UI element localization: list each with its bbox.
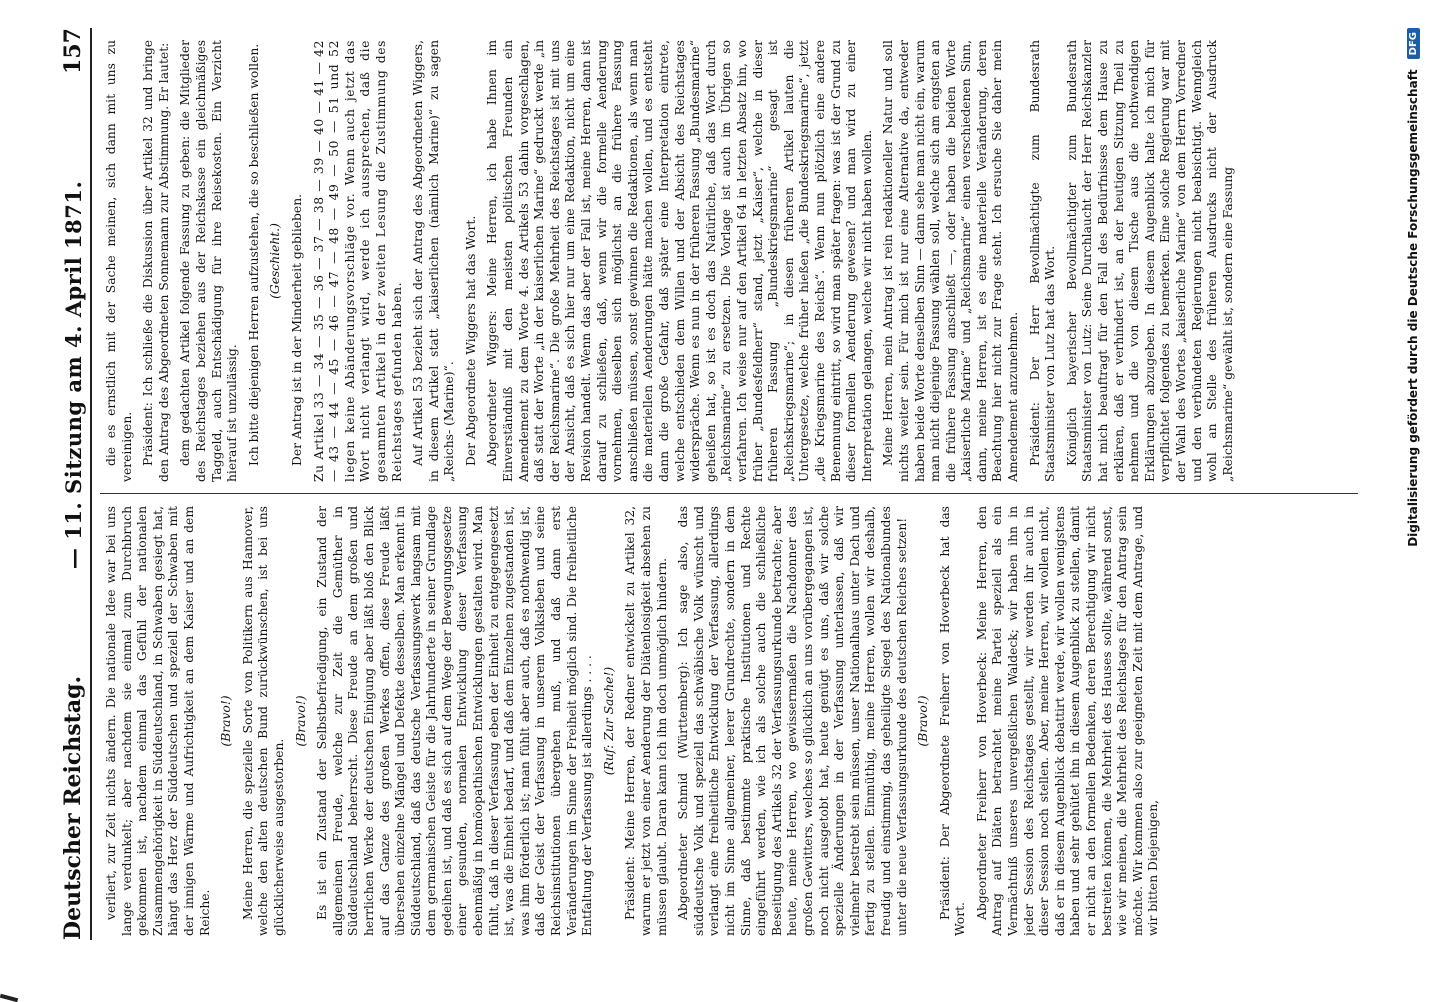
- paragraph: Auf Artikel 53 bezieht sich der Antrag des Abgeordneten Wiggers, in diesem Artikel statt „kaiserlichen (nämlich Marine)“ zu sagen „Reichs- (Marine)“.: [411, 40, 457, 482]
- paragraph: Zu Artikel 33 — 34 — 35 — 36 — 37 — 38 — 39 — 40 — 41 — 42 — 43 — 44 — 45 — 46 — 47 — 48 — 49 — 50 — 51 und 52 liegen keine Abänderungsvorschläge vor. Wenn auch jetzt das Wort nicht verlangt wird, werde ich aussprechen, daß die gesammten Artikel in der zweiten Lesung die Zustimmung des Reichstages gefunden haben.: [311, 40, 404, 482]
- paragraph: Ich bitte diejenigen Herren aufzustehen, die so beschließen wollen.: [246, 43, 261, 466]
- page-number: 157: [60, 28, 86, 74]
- paragraph: Abgeordneter Freiherr von Hoverbeck: Meine Herren, den Antrag auf Diäten betrachtet meine Partei speziell als ein Vermächtniß unseres unvergeßlichen Waldeck; wir haben ihn in jeder Session des Reichstages gestellt, wir werden ihr auch in dieser Session noch stellen. Aber, meine Herren, wir wollen nicht, daß er in diesem Augenblick debattirt werde, wir wollen wenigstens haben und sehr gehütet ihn in diesem Augenblick zu stellen, damit er nicht an den formellen Bedenken, deren Berechtigung wir nicht bestreiten können, die Mehrheit des Hauses sollte, während sonst, wie wir meinen, die Mehrheit des Reichstages für den Antrag sein möchte. Wir kommen also zur geeigneten Zeit mit dem Antrage, und wir bitten Diejenigen,: [974, 506, 1161, 936]
- paragraph: dem gedachten Artikel folgende Fassung zu geben: die Mitglieder des Reichstages beziehen aus der Reichskasse ein gleichmäßiges Taggeld, auch Entschädigung für ihre Reisekosten. Ein Verzicht hierauf ist unzulässig.: [178, 40, 240, 482]
- paragraph: Der Antrag ist in der Minderheit geblieben.: [289, 193, 304, 466]
- left-column: [98, 506, 1362, 936]
- paragraph: Präsident: Ich schließe die Diskussion über Artikel 32 und bringe den Antrag des Abgeordneten Sonnemann zur Abstimmung. Er lautet:: [141, 40, 171, 482]
- session-title: — 11. Sitzung am 4. April 1871.: [61, 180, 86, 570]
- credit-text: Digitalisierung gefördert durch die Deutsche Forschungsgemeinschaft: [1406, 69, 1420, 547]
- paragraph: Präsident: Meine Herren, der Redner entwickelt zu Artikel 32, warum er jetzt von einer Aenderung der Diätenlosigkeit absehen zu müssen glaubt. Daran kann ich ihn doch unmöglich hindern.: [623, 506, 669, 936]
- paragraph: Meine Herren, mein Antrag ist rein redaktioneller Natur und soll nichts weiter sein. Für mich ist nur eine Alternative da, entweder haben beide Worte denselben Sinn — dann sehe man nicht ein, warum man nicht diejenige Fassung wählen soll, welche sich am engsten an die frühere Fassung anschließt —, oder haben die beiden Worte „kaiserliche Marine“ und „Reichsmarine“ einen verschiedenen Sinn, dann, meine Herren, ist es eine materielle Veränderung, deren Beachtung hier nicht zur Frage steht. Ich ersuche Sie daher mein Amendement anzunehmen.: [881, 40, 1021, 482]
- header-rule: [90, 28, 92, 940]
- running-title: Deutscher Reichstag.: [60, 675, 86, 940]
- stage-direction: (Geschieht.): [268, 223, 283, 299]
- paragraph: Es ist ein Zustand der Selbstbefriedigung, ein Zustand der allgemeinen Freude, welche zur Zeit die Gemüther in Süddeutschland beherrscht. Diese Freude an dem großen und herrlichen Werke der deutschen Einigung aber läßt bloß den Blick auf das Ganze des großen Werkes offen, diese Freude läßt übersehen einzelne Mängel und Defekte desselben. Man erkennt in Süddeutschland, daß das deutsche Verfassungswerk langsam mit dem germanischen Geiste für die Jahrhunderte in seiner Grundlage gedeihen ist, und daß es sich auf dem Wege der Bewegungsgesetze einer gesunden, normalen Entwicklung dieser Verfassung ebenmäßig in homöopathischen Entwicklungen gestalten wird. Man fühlt, daß in dieser Verfassung eben der Einheit zu entgegengesetzt ist, was die Einheit bedarf, und daß dem Einzelnen zugestanden ist, was ihm förderlich ist; man fühlt aber auch, daß es nothwendig ist, daß der Geist der Verfassung in unserem Volksleben und seine Reichsinstitutionen übergehen muß, und daß dann erst Veränderungen im Sinne der Freiheit möglich sind. Die freiheitliche Entfaltung der Verfassung ist allerdings . . . .: [315, 506, 595, 936]
- paragraph: Präsident: Der Herr Bevollmächtigte zum Bundesrath Staatsminister von Lutz hat das Wort.: [1027, 40, 1058, 482]
- column-divider: [100, 493, 1358, 494]
- paragraph: Präsident: Der Abgeordnete Freiherr von Hoverbeck hat das Wort.: [937, 506, 968, 936]
- stage-direction: (Bravo!): [916, 695, 931, 747]
- right-column: [98, 40, 1362, 482]
- paragraph: Abgeordneter Schmid (Württemberg): Ich sage also, das süddeutsche Volk und speziell das schwäbische Volk wünscht und verlangt eine freiheitliche Entwicklung der Verfassung, allerdings nicht im Sinne allgemeiner, leerer Grundrechte, sondern in dem Sinne, daß bestimmte praktische Institutionen und Rechte eingeführt werden, wie ich als solche auch die schließliche Beseitigung des Artikels 32 der Verfassungsurkunde betrachte; aber heute, meine Herren, wo gewissermaßen die Nachdonner des großen Gewitters, welches so glücklich an uns vorübergegangen ist, noch nicht ausgetobt hat, heute genügt es uns, daß wir solche spezielle Änderungen in der Verfassung unterlassen, daß wir vielmehr bestrebt sein müssen, unser Nationalhaus unter Dach und fertig zu stellen. Einmüthig, meine Herren, wollen wir deshalb, freudig und einstimmig, das geheiligte Siegel des Nationalbundes unter die neue Verfassungsurkunde des deutschen Reiches setzen!: [676, 506, 909, 936]
- stage-direction: (Bravo!): [293, 695, 308, 747]
- stage-direction: (Bravo!): [219, 695, 234, 747]
- paragraph: verliert, zur Zeit nichts ändern. Die nationale Idee war bei uns lange verdunkelt; aber nachdem sie einmal zum Durchbruch gekommen ist, nachdem einmal das Gefühl der nationalen Zusammengehörigkeit in Süddeutschland, in Schwaben gesiegt hat, hängt das Herz der Süddeutschen und speziell der Schwaben mit der innigen Wärme und Aufrichtigkeit an dem Kaiser und an dem Reiche.: [104, 506, 212, 936]
- paragraph: Abgeordneter Wiggers: Meine Herren, ich habe Ihnen im Einverständniß mit den meisten politischen Freunden ein Amendement zu dem Worte 4. des Artikels 53 dahin vorgeschlagen, daß statt der Worte „in der kaiserlichen Marine“ gedruckt werde „in der Reichsmarine“. Die große Mehrheit des Reichstages ist mit uns der Ansicht, daß es sich hier nur um eine Redaktion, nicht um eine Revision handelt. Wenn das aber der Fall ist, meine Herren, dann ist darauf zu schließen, daß, wenn wir die formelle Aenderung vornehmen, dieselben sich möglichst an die frühere Fassung anschließen müssen, sonst gewinnen die Redaktionen, als wenn man die materiellen Aenderungen hätte machen wollen, und es entsteht dann die große Gefahr, daß später eine Interpretation eintrete, welche entschieden dem Willen und der Absicht des Reichstages widerspräche. Wenn es nun in der früheren Fassung „Bundesmarine“ geheißen hat, so ist es doch das Natürliche, daß das Wort durch „Reichsmarine“ zu ersetzen. Die Vorlage ist auch im Übrigen so verfahren. Ich weise nur auf den Artikel 64 in letzten Absatz hin, wo früher „Bundesfeldherr“ stand, jetzt „Kaiser“, welche in dieser früheren Fassung „Bundeskriegsmarine“ gesagt ist „Reichskriegsmarine“; in diesen früheren Artikel lauten die Untergesetze, welche früher hießen „die Bundeskriegsmarine“, jetzt „die Kriegsmarine des Reichs“. Wenn nun plötzlich eine andere Benennung eintritt, so wird man später fragen: was ist der Grund zu dieser formellen Aenderung gewesen? und man wird zu einer Interpretation gelangen, welche wir nicht haben wollen.: [485, 40, 874, 482]
- page-header: [46, 28, 86, 940]
- stage-direction: (Ruf: Zur Sache!): [601, 666, 616, 776]
- paragraph: Königlich bayerischer Bevollmächtigter zum Bundesrath Staatsminister von Lutz: Seine Durchlaucht der Herr Reichskanzler hat mich beauftragt für den Fall des Bedürfnisses dem Hause zu erklären, daß er verhindert ist, an der heutigen Sitzung Theil zu nehmen und die von diesem Tische aus die nothwendigen Erklärungen abzugeben. In diesem Augenblick halte ich mich für verpflichtet folgendes zu bemerken. Eine solche Regierung war mit der Wahl des Wortes „kaiserliche Marine“ von dem Herrn Vorredner und den verbündeten Regierungen nicht beabsichtigt. Wenngleich wohl an Stelle des früheren Ausdrucks nicht der Ausdruck „Reichsmarine“ gewählt ist, sondern eine Fassung: [1064, 40, 1235, 482]
- paragraph: Der Abgeordnete Wiggers hat das Wort.: [463, 215, 478, 466]
- digitization-credit: [1402, 28, 1424, 940]
- scan-mark: [0, 994, 18, 1002]
- paragraph: Meine Herren, die spezielle Sorte von Politikern aus Hannover, welche den alten deutschen Bund zurückwünschen, ist bei uns glücklicherweise ausgestorben.: [240, 506, 286, 936]
- dfg-logo: DFG: [1407, 28, 1420, 59]
- paragraph: die es ernstlich mit der Sache meinen, sich dann mit uns zu vereinigen.: [104, 40, 134, 482]
